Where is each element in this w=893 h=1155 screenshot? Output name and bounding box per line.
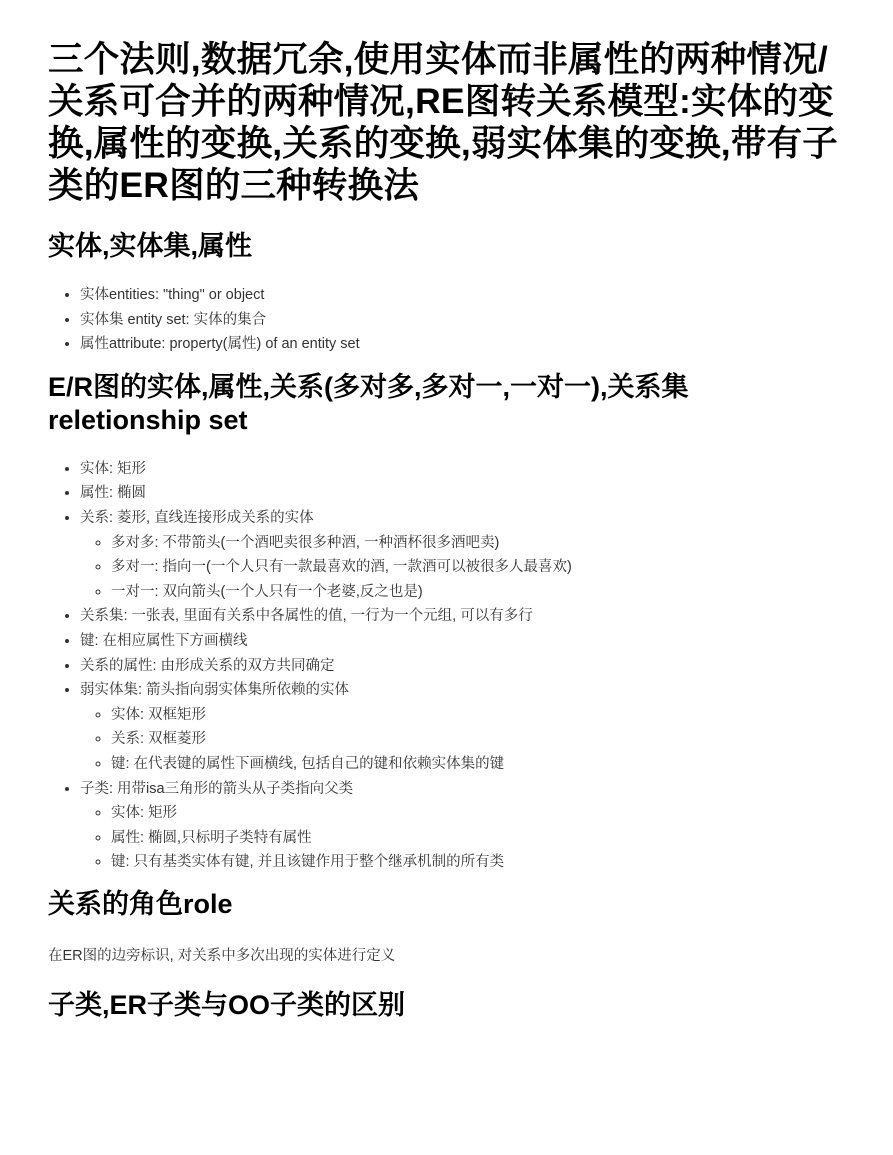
section-heading-entities: 实体,实体集,属性 xyxy=(48,231,253,261)
list-item xyxy=(80,506,845,604)
sub-list-item: ◦ 键: 在代表键的属性下画横线, 包括自己的键和依赖实体集的键 xyxy=(111,752,845,777)
section-heading-subclass: 子类,ER子类与OO子类的区别 xyxy=(48,989,406,1020)
sub-list-item: ◦ 实体: 矩形 xyxy=(111,801,845,826)
role-paragraph: 在ER图的边旁标识, 对关系中多次出现的实体进行定义 xyxy=(48,947,396,964)
sub-list-item: ◦ 多对多: 不带箭头(一个酒吧卖很多种酒, 一种酒杯很多酒吧卖) xyxy=(111,531,845,556)
list-item-text: 关系集: 一张表, 里面有关系中各属性的值, 一行为一个元组, 可以有多行 xyxy=(80,608,533,625)
sub-list xyxy=(80,703,845,777)
list-item-text: 实体: 矩形 xyxy=(80,460,147,477)
list-item-text: 子类: 用带isa三角形的箭头从子类指向父类 xyxy=(80,780,354,797)
sub-list-item: ◦ 键: 只有基类实体有键, 并且该键作用于整个继承机制的所有类 xyxy=(111,850,845,875)
list-item-text: 弱实体集: 箭头指向弱实体集所依赖的实体 xyxy=(80,682,350,699)
section-heading-line: reletionship set xyxy=(48,404,248,435)
list-item-text: 关系: 菱形, 直线连接形成关系的实体 xyxy=(80,509,314,526)
sub-list xyxy=(80,801,845,875)
entities-list xyxy=(48,283,845,357)
list-item xyxy=(80,654,845,679)
sub-list-item: ◦ 一对一: 双向箭头(一个人只有一个老婆,反之也是) xyxy=(111,580,845,605)
list-item xyxy=(80,629,845,654)
list-item: • 实体entities: "thing" or object xyxy=(80,283,845,308)
list-item-text: 关系的属性: 由形成关系的双方共同确定 xyxy=(80,657,335,674)
list-item: • 属性attribute: property(属性) of an entity set xyxy=(80,332,845,357)
list-item xyxy=(80,457,845,482)
sub-list-item: ◦ 关系: 双框菱形 xyxy=(111,727,845,752)
page-title: 三个法则,数据冗余,使用实体而非属性的两种情况/关系可合并的两种情况,RE图转关系模型:实体的变换,属性的变换,关系的变换,弱实体集的变换,带有子类的ER图的三种转换法 xyxy=(48,39,838,205)
list-item-text: 键: 在相应属性下方画横线 xyxy=(80,632,248,649)
list-item xyxy=(80,777,845,875)
list-item: • 实体集 entity set: 实体的集合 xyxy=(80,308,845,333)
sub-list xyxy=(80,531,845,605)
list-item-text: 属性: 椭圆 xyxy=(80,485,147,502)
sub-list-item: ◦ 属性: 椭圆,只标明子类特有属性 xyxy=(111,826,845,851)
list-item xyxy=(80,678,845,776)
list-item xyxy=(80,604,845,629)
section-heading-line: E/R图的实体,属性,关系(多对多,多对一,一对一),关系集 xyxy=(48,371,689,402)
section-heading-role: 关系的角色role xyxy=(48,888,233,919)
list-item xyxy=(80,481,845,506)
section-heading-er-diagram xyxy=(48,371,845,437)
er-diagram-list xyxy=(48,457,845,875)
sub-list-item: ◦ 多对一: 指向一(一个人只有一款最喜欢的酒, 一款酒可以被很多人最喜欢) xyxy=(111,555,845,580)
sub-list-item: ◦ 实体: 双框矩形 xyxy=(111,703,845,728)
